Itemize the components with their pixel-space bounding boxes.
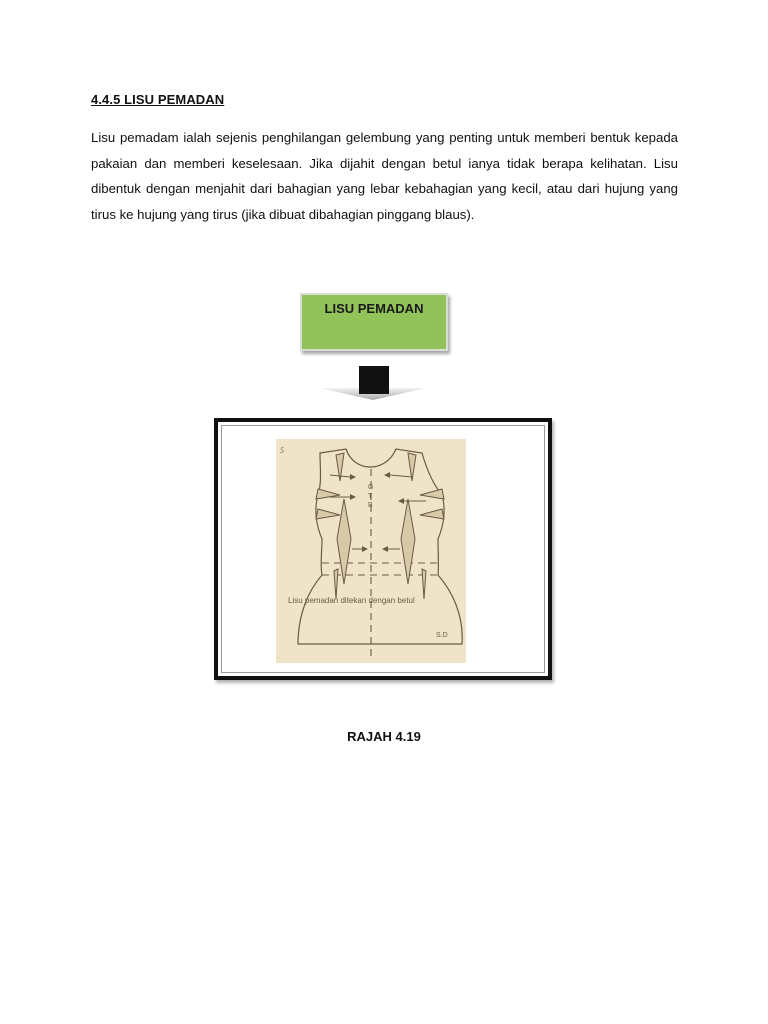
label-box [300,293,448,351]
dart-note: Lisu pemadan ditekan dengan betul [288,596,415,605]
corner-mark: 5 [280,446,284,455]
figure-frame [214,418,552,680]
bodice-dart-sketch [276,439,466,663]
initials: S.D [436,632,448,639]
grain-letter-b: B [368,502,373,509]
grain-letter-t: T [368,493,373,500]
figure-caption: RAJAH 4.19 [347,729,421,744]
down-arrow-icon [320,364,426,400]
section-paragraph: Lisu pemadam ialah sejenis penghilangan gelembung yang penting untuk memberi bentuk kepada pakaian dan memberi keselesaan. Jika dijahit dengan betul ianya tidak berapa kelihatan. Lisu dibentuk dengan menjahit dari bahagian yang lebar kebahagian yang kecil, atau dari hujung yang tirus ke hujung yang tirus (jika dibuat dibahagian pinggang blaus). [91,130,678,222]
grain-letter-g: G [368,484,374,491]
label-box-text: LISU PEMADAN [324,301,424,316]
section-heading: 4.4.5 LISU PEMADAN [91,92,225,107]
